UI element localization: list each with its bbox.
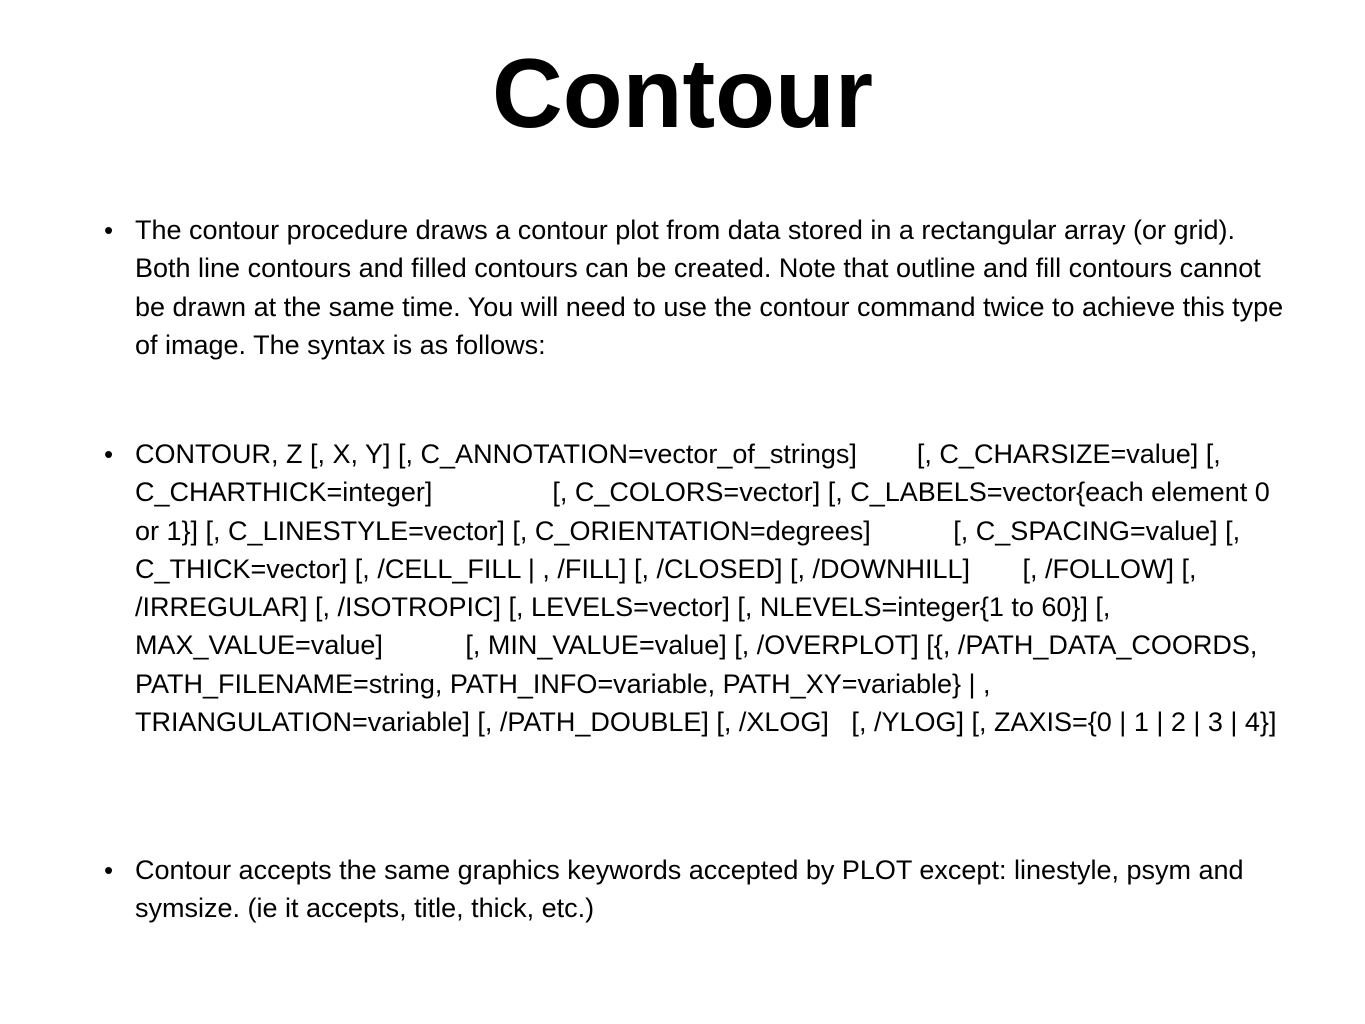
bullet-marker: • <box>104 439 114 469</box>
slide-title: Contour <box>492 38 873 148</box>
bullet-marker: • <box>104 855 114 885</box>
bullet-text-keywords: Contour accepts the same graphics keywords accepted by PLOT except: linestyle, psym and symsize. (ie it accepts, title, thick, etc.) <box>135 855 1244 924</box>
bullet-text-description: The contour procedure draws a contour plot from data stored in a rectangular array (or grid). Both line contours and filled contours can be created. Note that outline and fill contours cannot be drawn at the same time. You will need to use the contour command twice to achieve this type of image. The syntax is as follows: <box>135 215 1284 360</box>
bullet-marker: • <box>104 215 114 245</box>
bullet-text-syntax: CONTOUR, Z [, X, Y] [, C_ANNOTATION=vector_of_strings] [, C_CHARSIZE=value] [, C_CHARTHICK=integer] [, C_COLORS=vector] [, C_LABELS=vector{each element 0 or 1}] [, C_LINESTYLE=vector] [, C_ORIENTATION=degrees] [, C_SPACING=value] [, C_THICK=vector] [, /CELL_FILL | , /FILL] [, /CLOSED] [, /DOWNHILL] [, /FOLLOW] [, /IRREGULAR] [, /ISOTROPIC] [, LEVELS=vector] [, NLEVELS=integer{1 to 60}] [, MAX_VALUE=value] [, MIN_VALUE=value] [, /OVERPLOT] [{, /PATH_DATA_COORDS, PATH_FILENAME=string, PATH_INFO=variable, PATH_XY=variable} | , TRIANGULATION=variable] [, /PATH_DOUBLE] [, /XLOG] [, /YLOG] [, ZAXIS={0 | 1 | 2 | 3 | 4}] <box>135 439 1278 738</box>
